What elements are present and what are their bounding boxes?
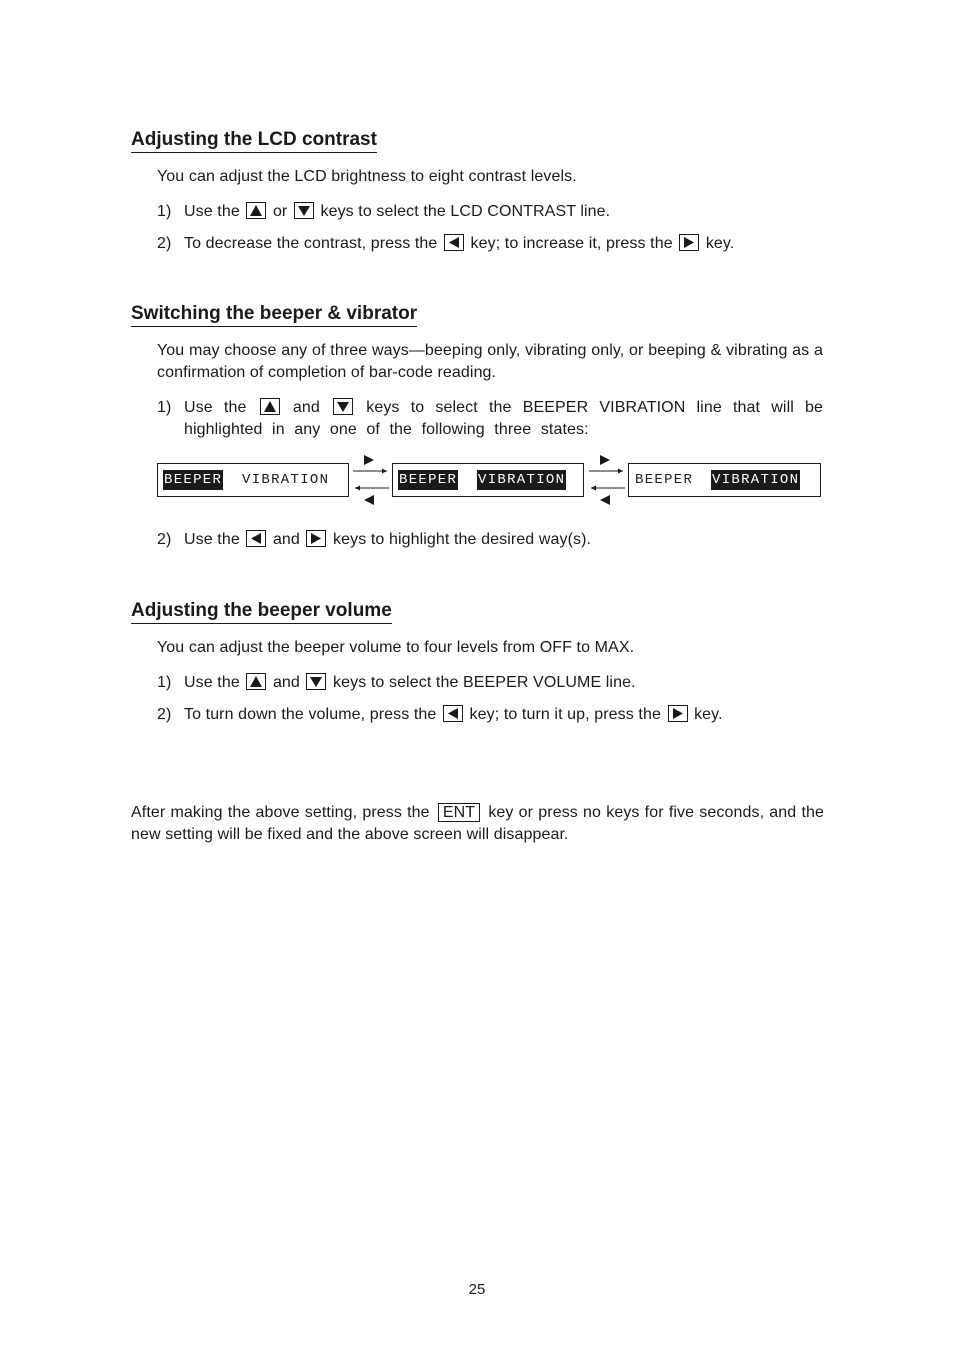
beeper-vibrator-step-1: 1) Use the and keys to select the BEEPER VIBRATION line that will be highlighted in any one of the following three states: <box>157 399 824 438</box>
footer-note: After making the above setting, press the ENT key or press no keys for five seconds, and the new setting will be fixed and the above screen will disappear. <box>131 804 824 843</box>
up-arrow-key-icon <box>246 202 266 219</box>
section-title-beeper-volume: Adjusting the beeper volume <box>131 600 392 624</box>
step-number: 1) <box>157 674 172 691</box>
step-number: 2) <box>157 706 172 723</box>
lcd-contrast-intro: You can adjust the LCD brightness to eight contrast levels. <box>157 168 577 185</box>
toggle-arrows-icon <box>351 452 391 508</box>
beeper-volume-step-1: 1) Use the and keys to select the BEEPER VOLUME line. <box>157 672 823 694</box>
lcd-contrast-step-2: 2) To decrease the contrast, press the key; to increase it, press the key. <box>157 233 823 255</box>
lcd-state-vibration-only <box>628 463 821 497</box>
up-arrow-key-icon <box>246 673 266 690</box>
right-arrow-key-icon <box>668 705 688 722</box>
ent-key-icon: ENT <box>438 803 480 822</box>
beeper-volume-intro: You can adjust the beeper volume to four levels from OFF to MAX. <box>157 639 635 656</box>
lcd-vibration-label: VIBRATION <box>478 472 566 488</box>
right-arrow-key-icon <box>679 234 699 251</box>
lcd-vibration-label: VIBRATION <box>712 472 800 488</box>
lcd-contrast-step-1: 1) Use the or keys to select the LCD CONTRAST line. <box>157 201 823 223</box>
down-arrow-key-icon <box>306 673 326 690</box>
lcd-beeper-label: BEEPER <box>399 472 458 488</box>
lcd-state-beeper-only <box>157 463 349 497</box>
step-number: 2) <box>157 531 172 548</box>
down-arrow-key-icon <box>294 202 314 219</box>
lcd-state-beeper-and-vibration <box>392 463 584 497</box>
left-arrow-key-icon <box>246 530 266 547</box>
step-number: 1) <box>157 399 172 416</box>
page-number: 25 <box>468 1281 486 1298</box>
beeper-volume-step-2: 2) To turn down the volume, press the key; to turn it up, press the key. <box>157 704 823 726</box>
section-title-lcd-contrast: Adjusting the LCD contrast <box>131 129 377 153</box>
step-number: 1) <box>157 203 172 220</box>
toggle-arrows-icon <box>587 452 627 508</box>
beeper-vibrator-intro: You may choose any of three ways—beeping only, vibrating only, or beeping & vibrating as a confirmation of completion of bar-code reading. <box>157 342 823 381</box>
beeper-vibrator-step-2: 2) Use the and keys to highlight the desired way(s). <box>157 529 823 551</box>
lcd-beeper-label: BEEPER <box>164 472 223 488</box>
lcd-beeper-label: BEEPER <box>635 472 694 488</box>
left-arrow-key-icon <box>444 234 464 251</box>
lcd-vibration-label: VIBRATION <box>242 472 330 488</box>
step-number: 2) <box>157 235 172 252</box>
section-title-beeper-vibrator: Switching the beeper & vibrator <box>131 303 417 327</box>
right-arrow-key-icon <box>306 530 326 547</box>
down-arrow-key-icon <box>333 398 353 415</box>
up-arrow-key-icon <box>260 398 280 415</box>
left-arrow-key-icon <box>443 705 463 722</box>
